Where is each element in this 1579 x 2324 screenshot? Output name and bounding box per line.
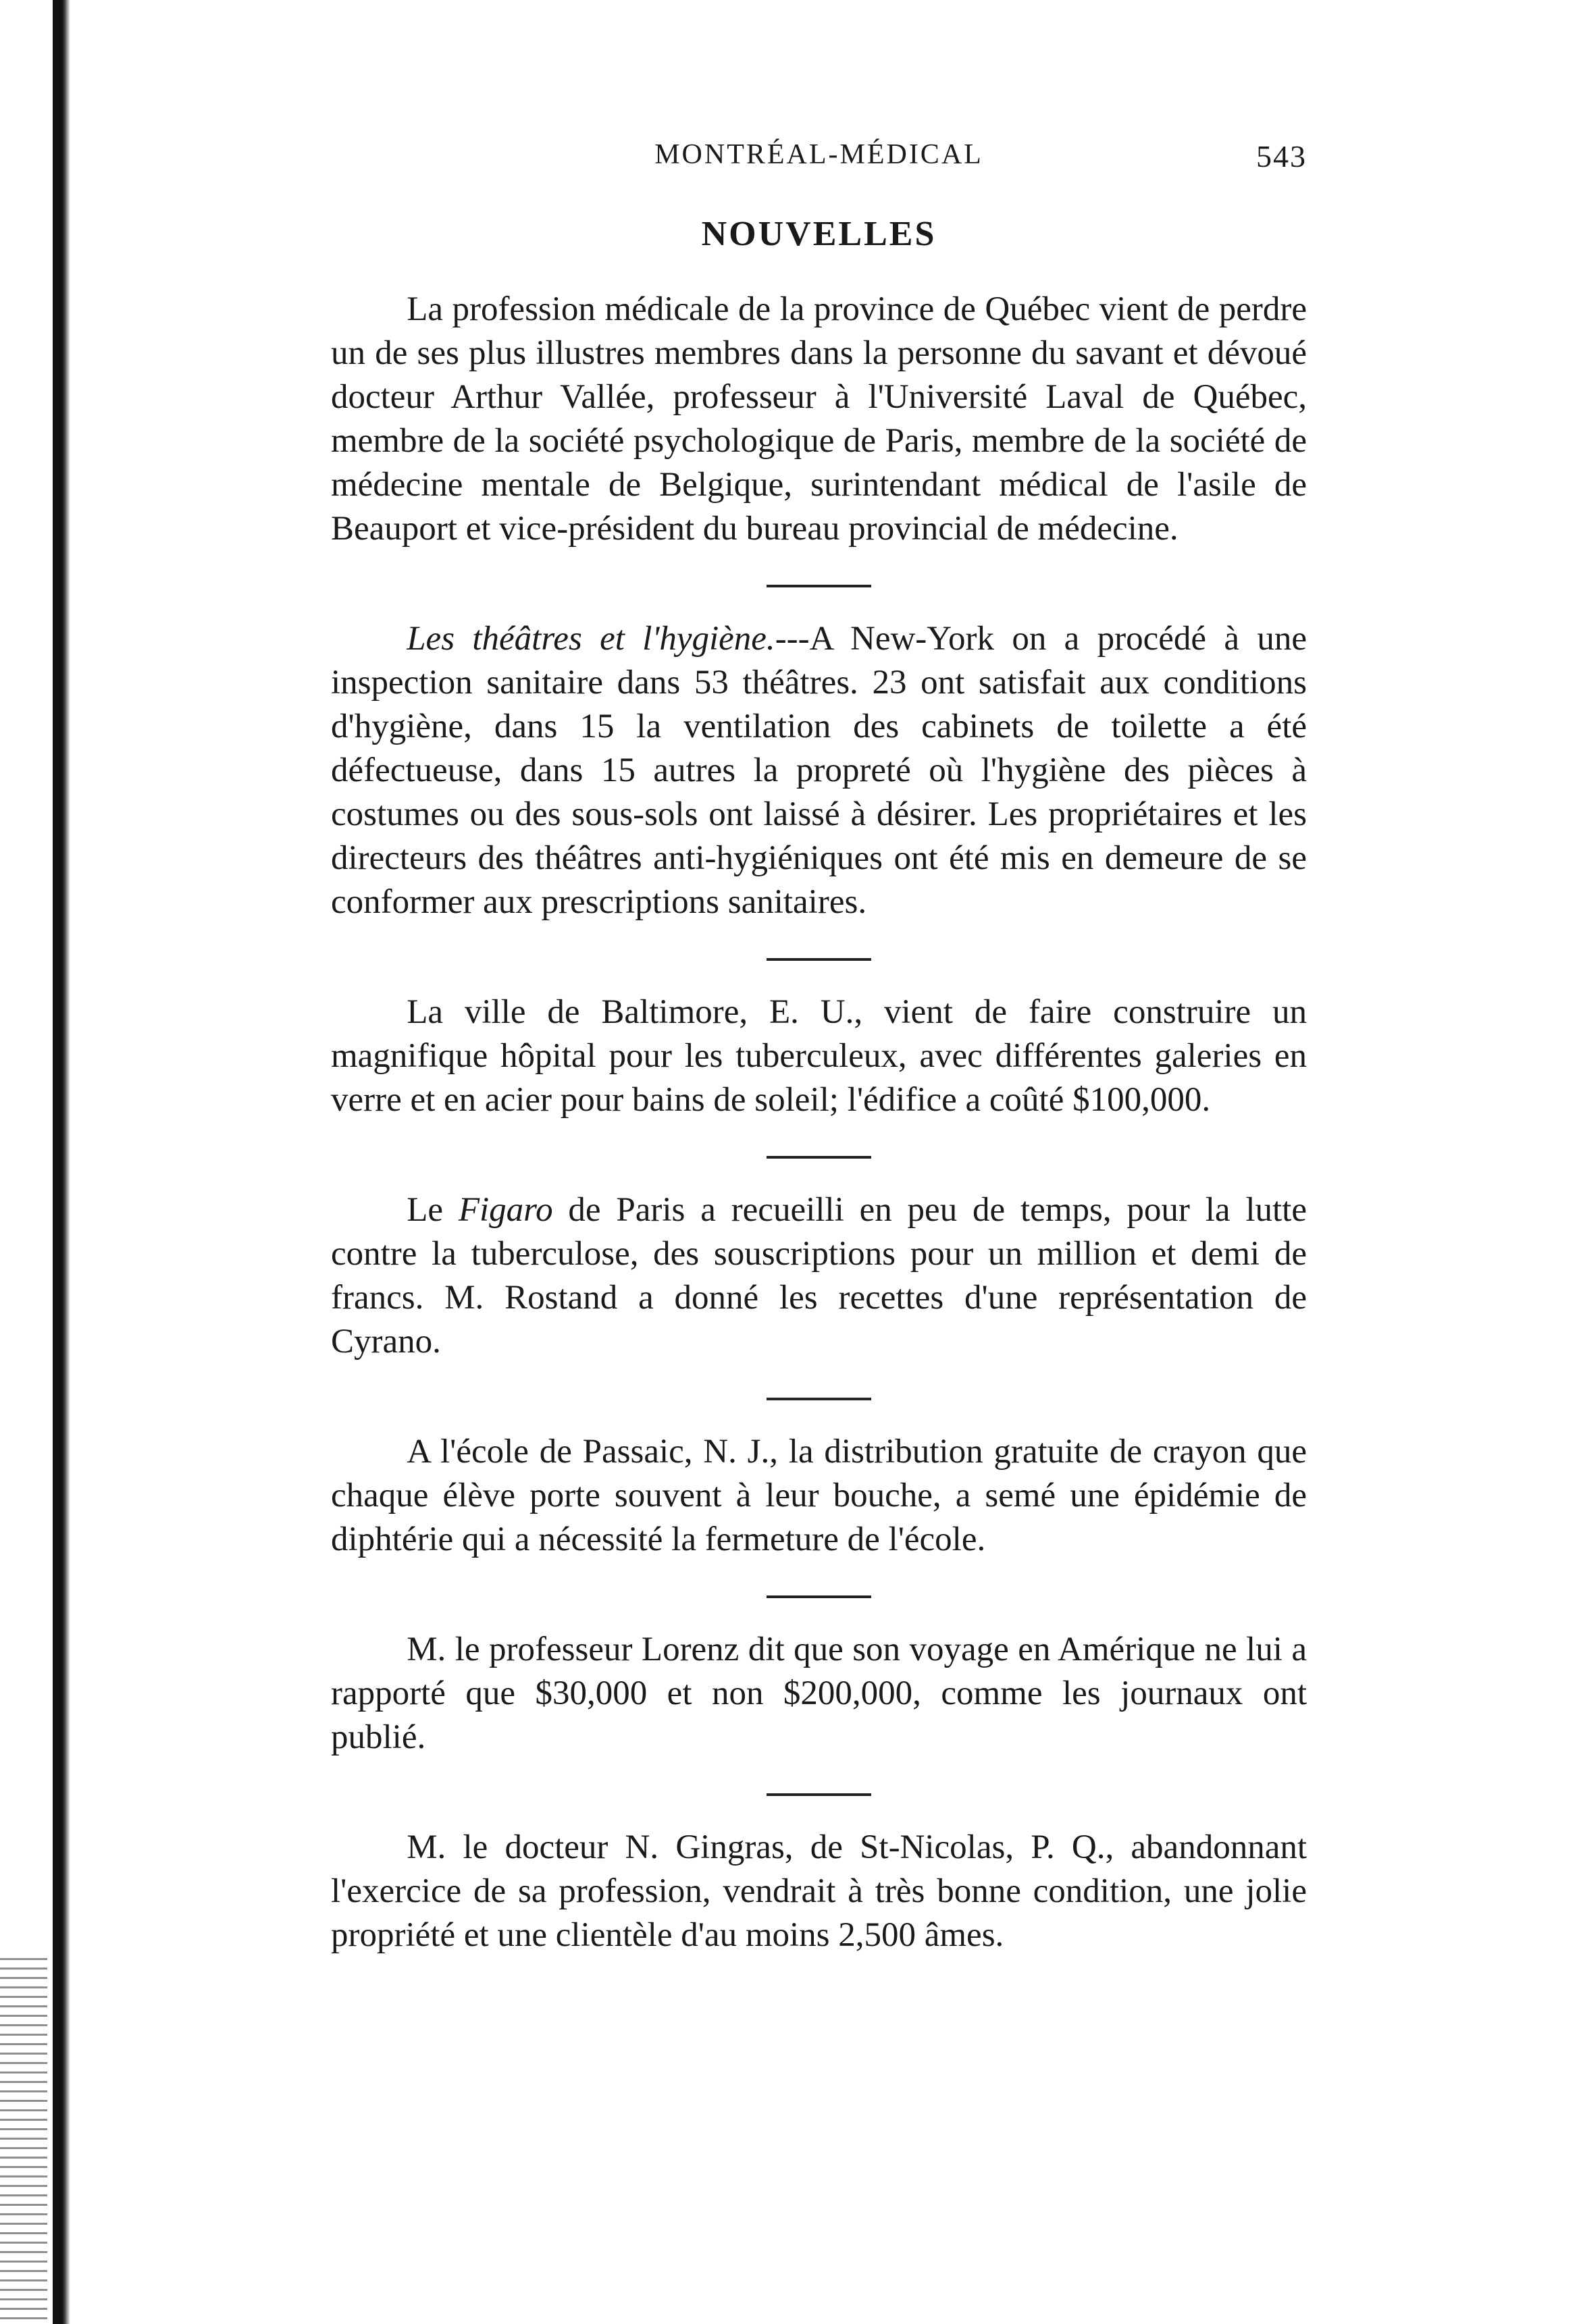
scan-binding-edge xyxy=(53,0,70,2324)
news-item-lorenz xyxy=(331,1628,1307,1760)
news-item-theatres xyxy=(331,617,1307,924)
page xyxy=(331,138,1307,1957)
news-item-italic: Figaro xyxy=(458,1191,553,1229)
separator-rule xyxy=(767,1793,871,1796)
news-item-text: M. le docteur N. Gingras, de St-Nicolas, P. Q., abandonnant l'exercice de sa profession, vendrait à très bonne condition, une jolie propriété et une clientèle d'au moins 2,500 âmes. xyxy=(331,1828,1307,1954)
running-title: MONTRÉAL-MÉDICAL xyxy=(654,139,983,170)
news-item-prefix: Le xyxy=(407,1191,459,1229)
news-item-text: A l'école de Passaic, N. J., la distribution gratuite de crayon que chaque élève porte souvent à leur bouche, a semé une épidémie de diphtérie qui a nécessité la fermeture de l'école. xyxy=(331,1433,1307,1558)
running-head xyxy=(331,138,1307,186)
news-item-lead: Les théâtres et l'hygiène. xyxy=(407,620,775,658)
news-item-text: La profession médicale de la province de Québec vient de perdre un de ses plus illustres membres dans la personne du savant et dévoué docteur Arthur Vallée, professeur à l'Université Laval de Québec, membre de la société psychologique de Paris, membre de la société de médecine mentale de Belgique, surintendant médical de l'asile de Beauport et vice-président du bureau provincial de médecine. xyxy=(331,290,1307,548)
separator-rule xyxy=(767,1156,871,1159)
separator-rule xyxy=(767,1595,871,1598)
news-item-text: ---A New-York on a procédé à une inspection sanitaire dans 53 théâtres. 23 ont satisfait aux conditions d'hygiène, dans 15 la ventilation des cabinets de toilette a été défectueuse, dans 15 autres la propreté où l'hygiène des pièces à costumes ou des sous-sols ont laissé à désirer. Les propriétaires et les directeurs des théâtres anti-hygiéniques ont été mis en demeure de se conformer aux prescriptions sanitaires. xyxy=(331,620,1307,921)
separator-rule xyxy=(767,1398,871,1400)
news-item-passaic xyxy=(331,1430,1307,1562)
news-item-vallee xyxy=(331,288,1307,551)
news-item-text: M. le professeur Lorenz dit que son voyage en Amérique ne lui a rapporté que $30,000 et non $200,000, comme les journaux ont publié. xyxy=(331,1631,1307,1756)
page-number: 543 xyxy=(1256,139,1307,174)
news-item-text: La ville de Baltimore, E. U., vient de faire construire un magnifique hôpital pour les tuberculeux, avec différentes galeries en verre et en acier pour bains de soleil; l'édifice a coûté $100,000. xyxy=(331,993,1307,1119)
news-item-gingras xyxy=(331,1826,1307,1957)
separator-rule xyxy=(767,585,871,587)
scan-edge-noise xyxy=(0,1958,47,2324)
news-item-text: de Paris a recueilli en peu de temps, pour la lutte contre la tuberculose, des souscriptions pour un million et demi de francs. M. Rostand a donné les recettes d'une représentation de Cyrano. xyxy=(331,1191,1307,1361)
separator-rule xyxy=(767,958,871,961)
news-item-baltimore xyxy=(331,991,1307,1122)
news-item-figaro xyxy=(331,1188,1307,1364)
section-title: NOUVELLES xyxy=(701,215,937,253)
